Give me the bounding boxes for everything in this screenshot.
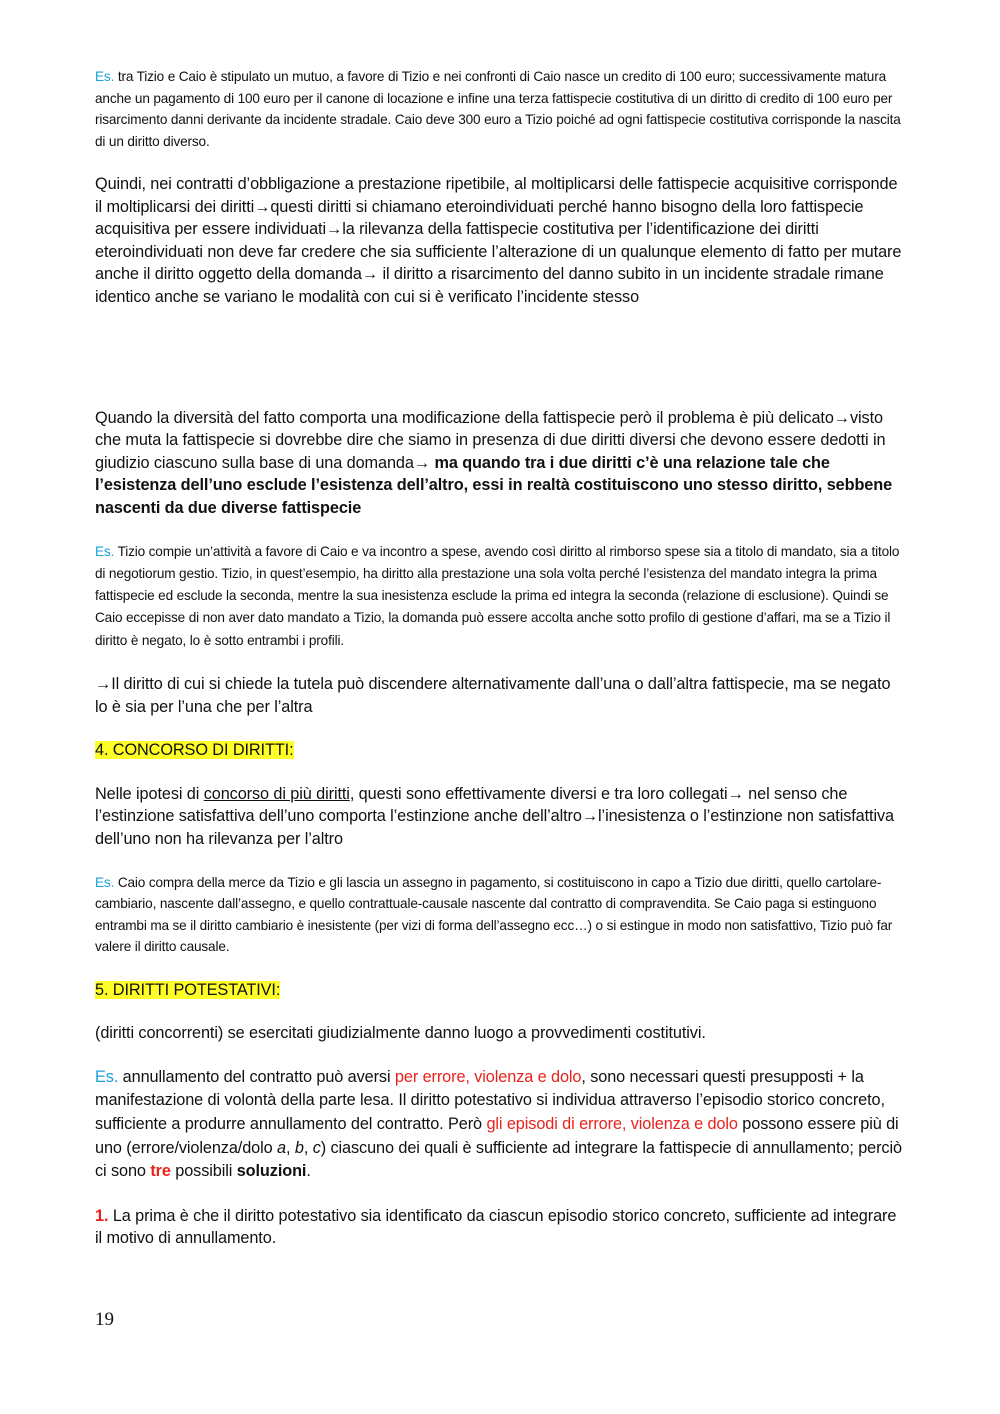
right-arrow-icon: → [727, 784, 744, 803]
es-label: Es. [95, 543, 115, 559]
right-arrow-icon: → [254, 197, 271, 216]
right-arrow-icon: → [581, 807, 599, 826]
right-arrow-icon: → [413, 453, 431, 472]
example-paragraph-7: Es. Caio compra della merce da Tizio e gli lascia un assegno in pagamento, si costituiscono in capo a Tizio due diritti, quello cartolare-cambiario, nascente dall’assegno, e quello contrattuale-causale nascente dal contratto di compravendita. Se Caio paga si estinguono entrambi ma se il diritto cambiario è inesistente (per vizi di forma dell’assegno ecc…) o si estingue in modo non satisfattivo, Tizio può far valere il diritto causale. [95, 874, 893, 955]
paragraph-8: (diritti concorrenti) se esercitati giudizialmente danno luogo a provvedimenti costitutivi. [95, 1024, 706, 1043]
section-heading-5: 5. DIRITTI POTESTATIVI: [95, 980, 281, 999]
list-number: 1. [95, 1206, 109, 1225]
right-arrow-icon: → [326, 220, 343, 239]
paragraph-2: Quindi, nei contratti d’obbligazione a prestazione ripetibile, al moltiplicarsi delle fattispecie acquisitive corrisponde il moltiplicarsi dei diritti→questi diritti si chiamano eteroindividuati perché hanno bisogno della loro fattispecie acquisitiva per essere individuati→la rilevanza della fattispecie costitutiva per l’identificazione dei diritti eteroindividuati non deve far credere che sia sufficiente l’alterazione di un qualunque elemento di fatto per mutare anche il diritto oggetto della domanda→ il diritto a risarcimento del danno subito in un incidente stradale rimane identico anche se variano le modalità con cui si è verificato l’incidente stesso [95, 175, 902, 306]
right-arrow-icon: → [361, 265, 379, 284]
right-arrow-icon: → [95, 675, 112, 694]
section-heading-4: 4. CONCORSO DI DIRITTI: [95, 741, 294, 760]
page-number: 19 [95, 1309, 114, 1330]
paragraph-6: Nelle ipotesi di concorso di più diritti, questi sono effettivamente diversi e tra loro collegati→ nel senso che l’estinzione satisfattiva dell’uno comporta l’estinzione anche dell’altro→l’inesistenza o l’estinzione non satisfattiva dell’uno non ha rilevanza per l’altro [95, 784, 894, 848]
document-body [95, 66, 907, 1250]
paragraph-10: 1. La prima è che il diritto potestativo sia identificato da ciascun episodio storico concreto, sufficiente ad integrare il motivo di annullamento. [95, 1206, 897, 1248]
paragraph-5: →Il diritto di cui si chiede la tutela può discendere alternativamente dall’una o dall’altra fattispecie, ma se negato lo è sia per l’una che per l’altra [95, 675, 891, 716]
right-arrow-icon: → [833, 408, 850, 427]
es-label: Es. [95, 874, 115, 890]
es-label: Es. [95, 1067, 119, 1086]
paragraph-3: Quando la diversità del fatto comporta una modificazione della fattispecie però il problema è più delicato→visto che muta la fattispecie si dovrebbe dire che siamo in presenza di due diritti diversi che devono essere dedotti in giudizio ciascuno sulla base di una domanda→ ma quando tra i due diritti c’è una relazione tale che l’esistenza dell’uno esclude l’esistenza dell’altro, essi in realtà costituiscono uno stesso diritto, sebbene nascenti da due diverse fattispecie [95, 408, 893, 517]
example-paragraph-9: Es. annullamento del contratto può aversi per errore, violenza e dolo, sono necessari questi presupposti + la manifestazione di volontà della parte lesa. Il diritto potestativo si individua attraverso l’episodio storico concreto, sufficiente a produrre annullamento del contratto. Però gli episodi di errore, violenza e dolo possono essere più di uno (errore/violenza/dolo a, b, c) ciascuno dei quali è sufficiente ad integrare la fattispecie di annullamento; perciò ci sono tre possibili soluzioni. [95, 1067, 902, 1181]
example-paragraph-1: Es. tra Tizio e Caio è stipulato un mutuo, a favore di Tizio e nei confronti di Caio nasce un credito di 100 euro; successivamente matura anche un pagamento di 100 euro per il canone di locazione e infine una terza fattispecie costitutiva di un diritto di credito di 100 euro per risarcimento danni derivante da incidente stradale. Caio deve 300 euro a Tizio poiché ad ogni fattispecie costitutiva corrisponde la nascita di un diritto diverso. [95, 69, 901, 149]
example-paragraph-4: Es. Tizio compie un’attività a favore di Caio e va incontro a spese, avendo così diritto al rimborso spese sia a titolo di mandato, sia a titolo di negotiorum gestio. Tizio, in quest’esempio, ha diritto alla prestazione una sola volta perché l’esistenza del mandato integra la prima fattispecie ed esclude la seconda, mentre la sua inesistenza esclude la prima ed integra la seconda (relazione di esclusione). Quindi se Caio eccepisse di non aver dato mandato a Tizio, la domanda può essere accolta anche sotto profilo di gestione d’affari, ma se a Tizio il diritto è negato, lo è sotto entrambi i profili. [95, 543, 900, 648]
es-label: Es. [95, 69, 115, 84]
